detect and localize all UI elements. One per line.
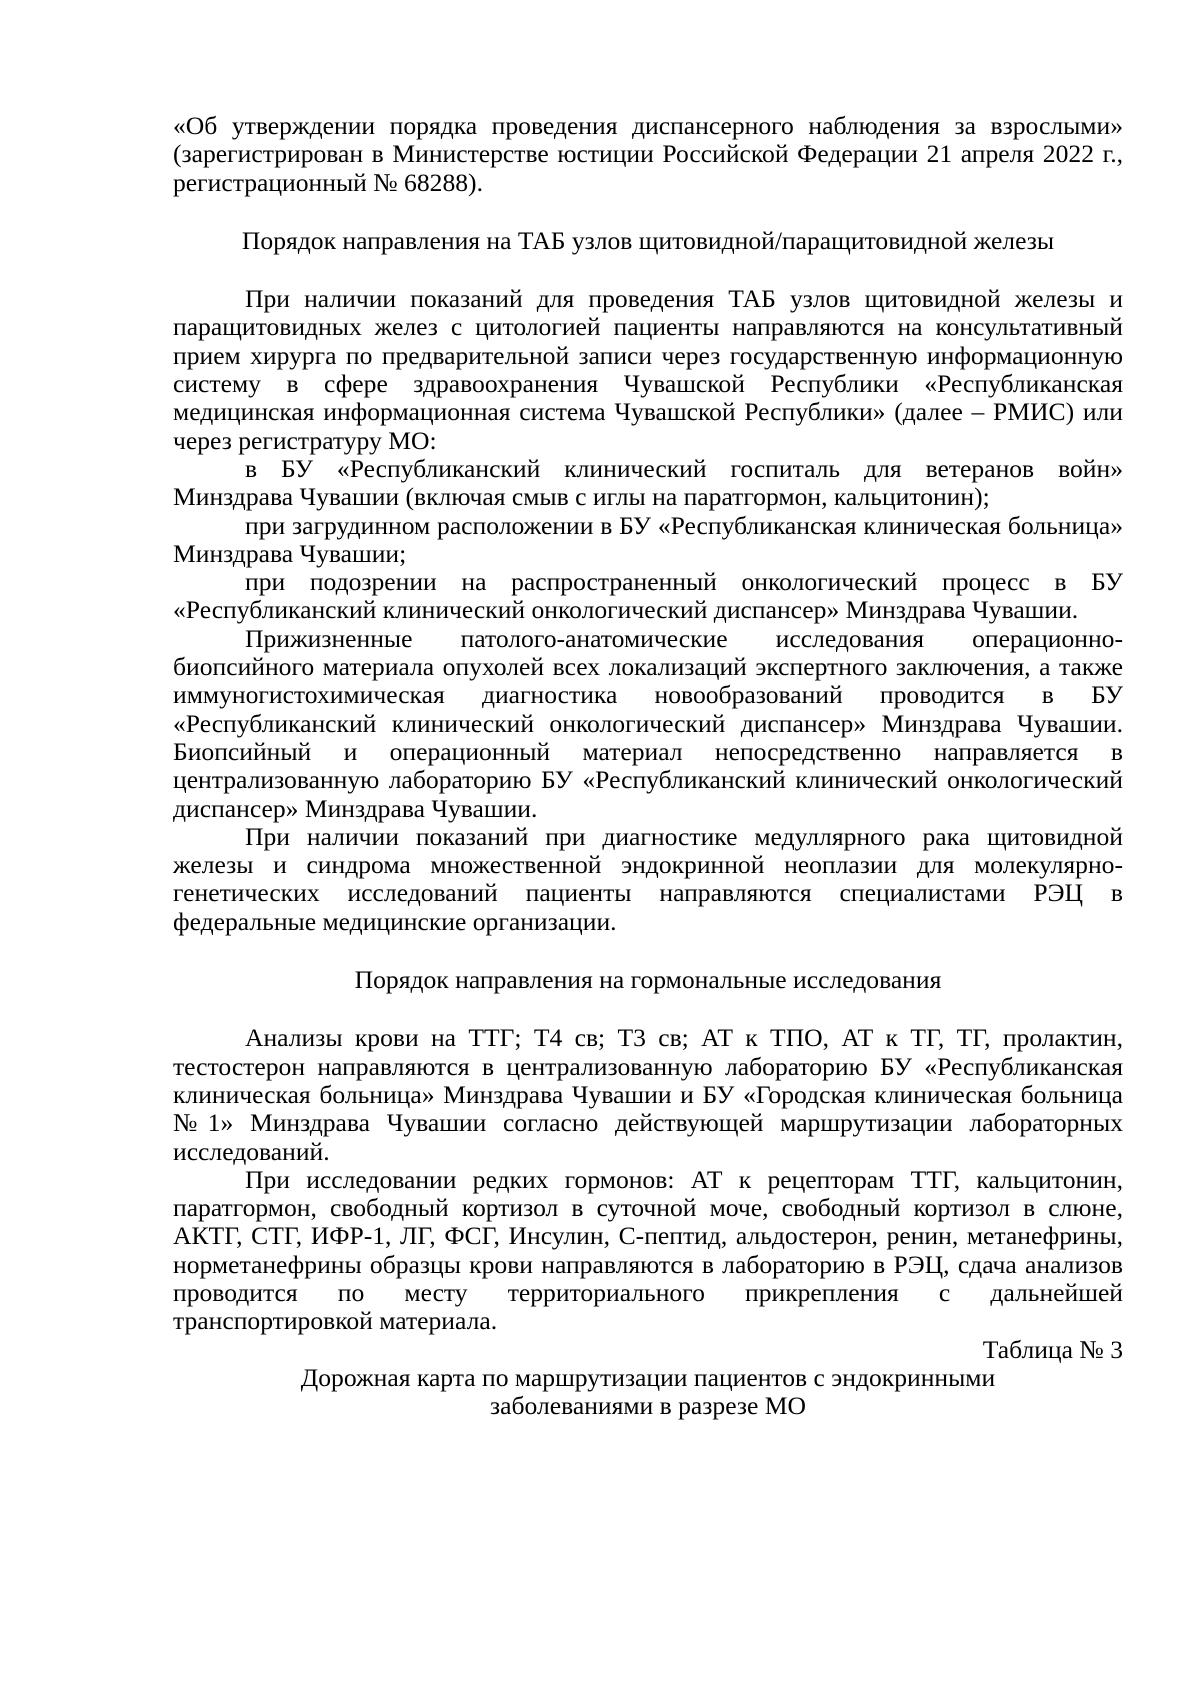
- intro-paragraph: «Об утверждении порядка проведения диспансерного наблюдения за взрослыми» (зарегистрирован в Министерстве юстиции Российской Федерации 21 апреля 2022 г., регистрационный № 68288).: [173, 111, 1123, 197]
- document-page: [173, 112, 1123, 1420]
- paragraph: Прижизненные патолого-анатомические исследования операционно-биопсийного материала опухолей всех локализаций экспертного заключения, а также иммуногистохимическая диагностика новообразований проводится в БУ «Республиканский клинический онкологический диспансер» Минздрава Чувашии. Биопсийный и операционный материал непосредственно направляется в централизованную лабораторию БУ «Республиканский клинический онкологический диспансер» Минздрава Чувашии.: [173, 623, 1123, 823]
- section-heading-tab: Порядок направления на ТАБ узлов щитовидной/паращитовидной железы: [241, 225, 1055, 255]
- table-label: Таблица № 3: [982, 1334, 1123, 1364]
- paragraph: в БУ «Республиканский клинический госпиталь для ветеранов войн» Минздрава Чувашии (включая смыв с иглы на паратгормон, кальцитонин);: [173, 453, 1123, 512]
- roadmap-title: Дорожная карта по маршрутизации пациентов с эндокринными заболеваниями в разрезе МО: [300, 1362, 996, 1421]
- paragraph: При наличии показаний при диагностике медуллярного рака щитовидной железы и синдрома множественной эндокринной неоплазии для молекулярно-генетических исследований пациенты направляются специалистами РЭЦ в федеральные медицинские организации.: [173, 821, 1123, 936]
- paragraph: при подозрении на распространенный онкологический процесс в БУ «Республиканский клинический онкологический диспансер» Минздрава Чувашии.: [173, 567, 1123, 625]
- section-hormones-body: [173, 1024, 1123, 1335]
- paragraph: при загрудинном расположении в БУ «Республиканская клиническая больница» Минздрава Чувашии;: [173, 510, 1123, 568]
- paragraph: Анализы крови на ТТГ; Т4 св; Т3 св; АТ к ТПО, АТ к ТГ, ТГ, пролактин, тестостерон направляются в централизованную лабораторию БУ «Республиканская клиническая больница» Минздрава Чувашии и БУ «Городская клиническая больница №1» Минздрава Чувашии согласно действующей маршрутизации лабораторных исследований.: [173, 1023, 1123, 1166]
- section-heading-hormones: Порядок направления на гормональные исследования: [354, 965, 942, 995]
- paragraph: При исследовании редких гормонов: АТ к рецепторам ТТГ, кальцитонин, паратгормон, свободный кортизол в суточной моче, свободный кортизол в слюне, АКТГ, СТГ, ИФР-1, ЛГ, ФСГ, Инсулин, С-пептид, альдостерон, ренин, метанефрины, норметанефрины образцы крови направляются в лабораторию в РЭЦ, сдача анализов проводится по месту территориального прикрепления с дальнейшей транспортировкой материала.: [173, 1164, 1123, 1336]
- paragraph: При наличии показаний для проведения ТАБ узлов щитовидной железы и паращитовидных желез с цитологией пациенты направляются на консультативный прием хирурга по предварительной записи через государственную информационную систему в сфере здравоохранения Чувашской Республики «Республиканская медицинская информационная система Чувашской Республики» (далее – РМИС) или через регистратуру МО:: [173, 284, 1123, 455]
- section-tab-body: [173, 285, 1123, 936]
